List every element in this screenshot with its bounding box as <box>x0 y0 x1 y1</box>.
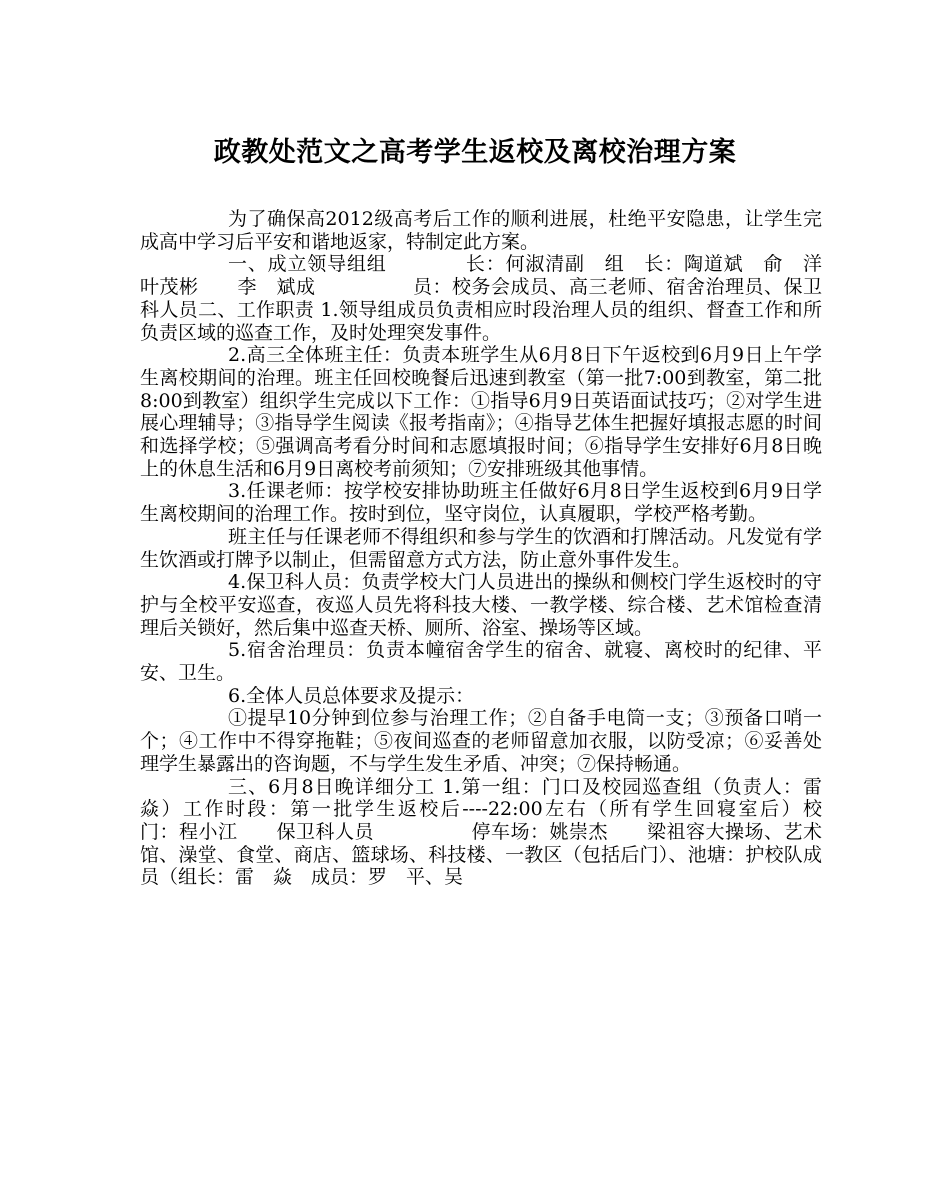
paragraph-dorm-managers: 5.宿舍治理员：负责本幢宿舍学生的宿舍、就寝、离校时的纪律、平安、卫生。 <box>140 639 822 685</box>
paragraph-assignments: 三、6月8日晚详细分工 1.第一组：门口及校园巡查组（负责人：雷 焱）工作时段：第一批学生返校后----22:00左右（所有学生回寝室后）校 门：程小江 保卫科人员 停车场：姚崇杰 梁祖容大操场、艺术馆、澡堂、食堂、商店、篮球场、科技楼、一教区（包括后门）、池塘：护校队成员（组长：雷 焱 成员：罗 平、吴 <box>140 775 861 889</box>
paragraph-conduct: 班主任与任课老师不得组织和参与学生的饮酒和打牌活动。凡发觉有学生饮酒或打牌予以制止，但需留意方式方法，防止意外事件发生。 <box>140 525 822 571</box>
paragraph-intro: 为了确保高2012级高考后工作的顺利进展，杜绝平安隐患，让学生完成高中学习后平安和谐地返家，特制定此方案。 <box>140 208 822 253</box>
document-title: 政教处范文之高考学生返校及离校治理方案 <box>213 137 737 168</box>
paragraph-class-teachers: 2.高三全体班主任：负责本班学生从6月8日下午返校到6月9日上午学生离校期间的治理。班主任回校晚餐后迅速到教室（第一批7:00到教室，第二批8:00到教室）组织学生完成以下工作：①指导6月9日英语面试技巧；②对学生进展心理辅导；③指导学生阅读《报考指南》；④指导艺体生把握好填报志愿的时间和选择学校；⑤强调高考看分时间和志愿填报时间；⑥指导学生安排好6月8日晚上的休息生活和6月9日离校考前须知；⑦安排班级其他事情。 <box>140 344 822 480</box>
paragraph-leadership: 一、成立领导组组 长：何淑清副 组 长：陶道斌 俞 洋 叶茂彬 李 斌成 员：校务会成员、高三老师、宿舍治理员、保卫科人员二、工作职责 1.领导组成员负责相应时段治理人员的组织、督查工作和所负责区域的巡查工作，及时处理突发事件。 <box>140 253 842 344</box>
paragraph-requirement-list: ①提早10分钟到位参与治理工作；②自备手电筒一支；③预备口哨一个；④工作中不得穿拖鞋；⑤夜间巡查的老师留意加衣服，以防受凉；⑥妥善处理学生暴露出的咨询题，不与学生发生矛盾、冲突；⑦保持畅通。 <box>140 707 822 775</box>
document-body <box>140 208 861 889</box>
paragraph-general-requirements: 6.全体人员总体要求及提示： <box>228 684 475 707</box>
paragraph-security: 4.保卫科人员：负责学校大门人员进出的操纵和侧校门学生返校时的守护与全校平安巡查，夜巡人员先将科技大楼、一教学楼、综合楼、艺术馆检查清理后关锁好，然后集中巡查天桥、厕所、浴室、操场等区域。 <box>140 571 822 639</box>
paragraph-subject-teachers: 3.任课老师：按学校安排协助班主任做好6月8日学生返校到6月9日学生离校期间的治理工作。按时到位，坚守岗位，认真履职，学校严格考勤。 <box>140 480 822 526</box>
